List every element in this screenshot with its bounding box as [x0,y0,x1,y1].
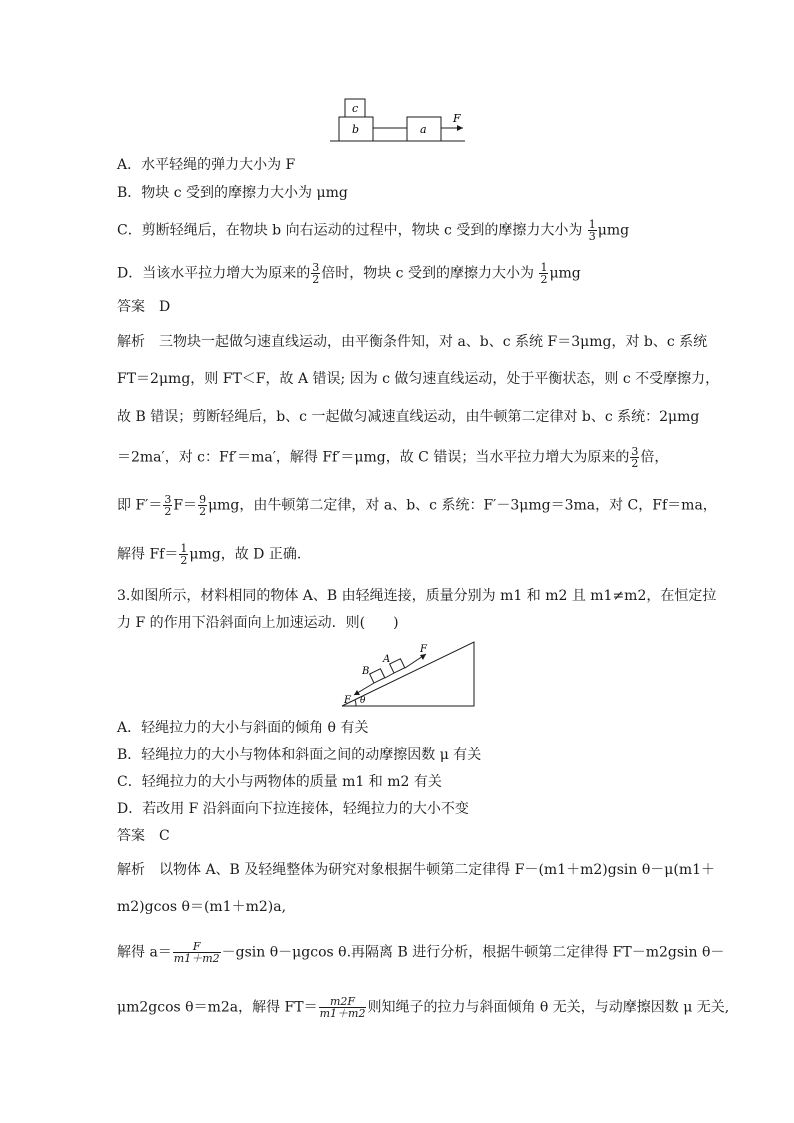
q2-analysis-line2: FT＝2μmg，则 FT＜F，故 A 错误; 因为 c 做匀速直线运动，处于平衡状态，则 c 不受摩擦力， [117,371,720,387]
label-a: A [383,654,391,665]
force-label: F [453,112,461,125]
block-b-group [370,669,385,683]
q3-option-a: A．轻绳拉力的大小与斜面的倾角 θ 有关 [117,720,369,736]
q3-analysis-line1: 解析 以物体 A、B 及轻绳整体为研究对象根据牛顿第二定律得 F－(m1＋m2)gsin θ－μ(m1＋ [117,862,716,878]
incline-figure [338,640,478,708]
q2-option-b: B．物块 c 受到的摩擦力大小为 μmg [117,185,348,201]
force-arrow-head [457,125,463,131]
angle-label: θ [360,696,366,706]
blocks-figure [325,95,470,145]
q2-option-c: C．剪断轻绳后，在物块 b 向右运动的过程中，物块 c 受到的摩擦力大小为 $\frac{1}{3}$ μmg [117,218,630,243]
q2-answer: 答案 D [117,299,171,315]
block-b-label: b [352,123,360,136]
block-c-label: c [352,102,359,115]
block-a-group [390,659,405,673]
q2-option-a: A．水平轻绳的弹力大小为 F [117,157,296,173]
q3-analysis-line2: m2)gcos θ＝(m1＋m2)a, [117,899,287,915]
q3-option-c: C．轻绳拉力的大小与两物体的质量 m1 和 m2 有关 [117,774,442,790]
q3-stem-line2: 力 F 的作用下沿斜面向上加速运动．则( ) [117,615,399,631]
q2-analysis-line4: ＝2ma′，对 c：Ff′＝ma′，解得 Ff′＝μmg，故 C 错误；当水平拉力增大为原来的 $\frac{3}{2}$ 倍， [117,445,669,470]
block-b [370,669,385,683]
q3-analysis-line4: μm2gcos θ＝m2a，解得 FT＝ $\frac{m2F}{m1+m2}$ 则知绳子的拉力与斜面倾角 θ 无关，与动摩擦因数 μ 无关, [117,995,730,1020]
q3-answer: 答案 C [117,828,170,844]
force-down-label: F [344,695,351,706]
q2-analysis-line3: 故 B 错误；剪断轻绳后，b、c 一起做匀减速直线运动，由牛顿第二定律对 b、c 系统：2μmg [117,409,700,425]
q3-stem-line1: 3.如图所示，材料相同的物体 A、B 由轻绳连接，质量分别为 m1 和 m2 且 m1≠m2，在恒定拉 [117,588,717,604]
q3-option-d: D．若改用 F 沿斜面向下拉连接体，轻绳拉力的大小不变 [117,801,469,817]
q3-option-b: B．轻绳拉力的大小与物体和斜面之间的动摩擦因数 μ 有关 [117,747,482,763]
block-a [390,659,405,673]
force-up-label: F [420,644,427,655]
label-b: B [362,666,370,677]
q3-analysis-line3: 解得 a＝ $\frac{F}{m1+m2}$ －gsin θ－μgcos θ.再隔离 B 进行分析，根据牛顿第二定律得 FT－m2gsin θ－ [117,940,725,965]
q2-option-d: D．当该水平拉力增大为原来的 $\frac{3}{2}$ 倍时，物块 c 受到的摩擦力大小为 $\frac{1}{2}$ μmg [117,261,581,286]
angle-arc [355,700,356,706]
q2-analysis-line5: 即 F′＝ $\frac{3}{2}$ F＝ $\frac{9}{2}$ μmg，由牛顿第二定律，对 a、b、c 系统：F′－3μmg＝3ma，对 C，Ff＝ma， [117,493,717,518]
q2-analysis-line1: 解析 三物块一起做匀速直线运动，由平衡条件知，对 a、b、c 系统 F＝3μmg，对 b、c 系统 [117,334,708,350]
rope-line [385,673,394,678]
block-a-label: a [420,123,427,136]
q2-analysis-line6: 解得 Ff＝ $\frac{1}{2}$ μmg，故 D 正确. [117,542,302,567]
